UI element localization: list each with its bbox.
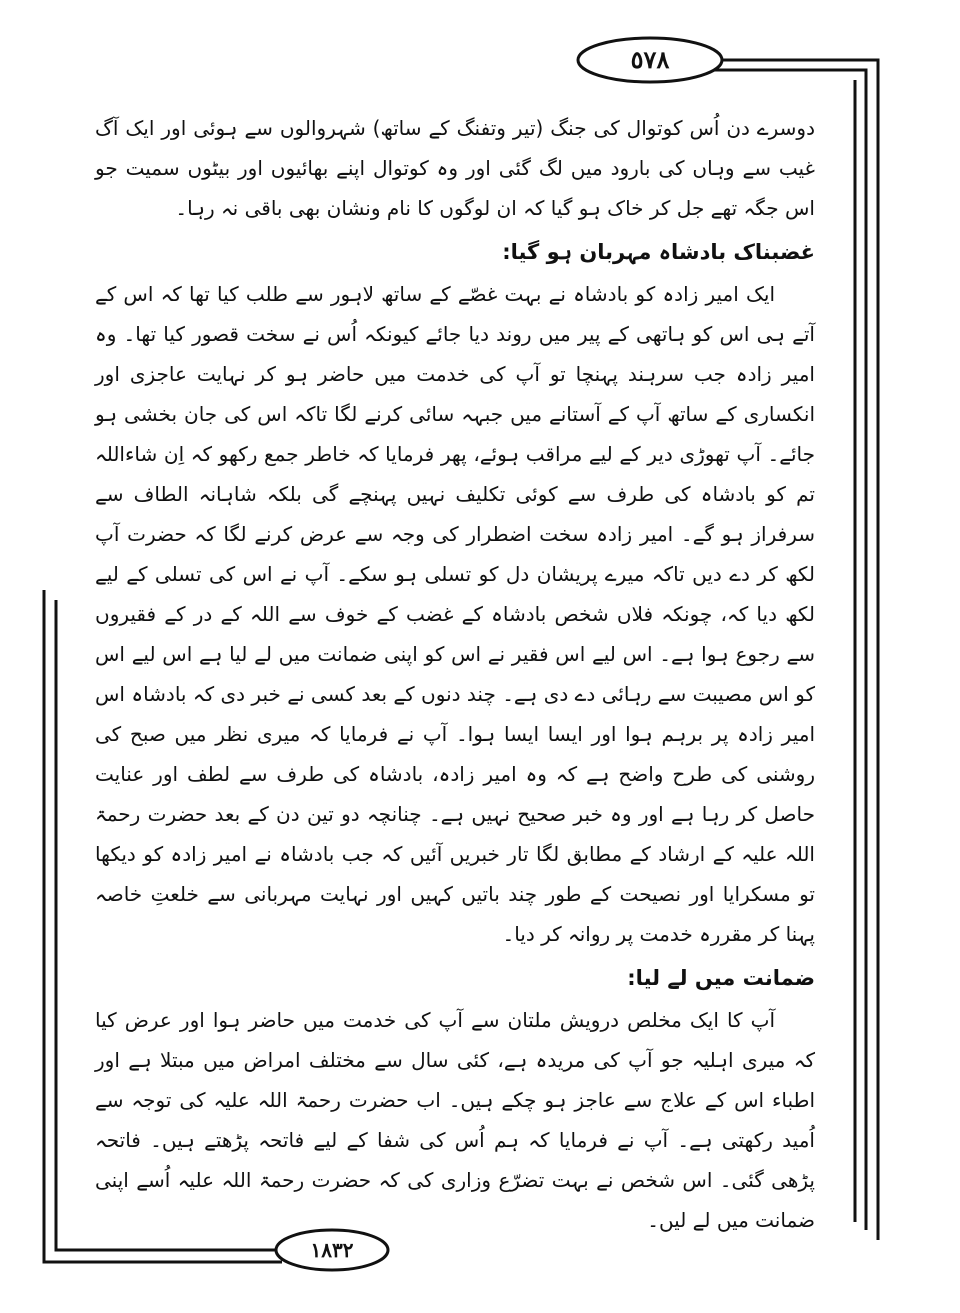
- heading-guarantee: ضمانت میں لے لیا:: [627, 966, 815, 990]
- page-text: [95, 108, 815, 1240]
- heading-king-relents: غضبناک بادشاہ مہربان ہو گیا:: [502, 240, 815, 264]
- header-page-number: ٥٧٨: [630, 45, 670, 74]
- paragraph-amir-zada: ایک امیر زادہ کو بادشاہ نے بہت غصّے کے ساتھ لاہور سے طلب کیا تھا کہ اس کے آتے ہی اس کو ہاتھی کے پیر میں روند دیا جائے کیونکہ اُس نے سخت قصور کیا تھا۔ وہ امیر زادہ جب سرہند پہنچا تو آپ کی خدمت میں حاضر ہو کر نہایت عاجزی اور انکساری کے ساتھ آپ کے آستانے میں جبہہ سائی کرنے لگا تاکہ اس کی جان بخشی ہو جائے۔ آپ تھوڑی دیر کے لیے مراقب ہوئے، پھر فرمایا کہ خاطر جمع رکھو کہ اِن شاءاللہ تم کو بادشاہ کی طرف سے کوئی تکلیف نہیں پہنچے گی بلکہ شاہانہ الطاف سے سرفراز ہو گے۔ امیر زادہ سخت اضطرار کی وجہ سے عرض کرنے لگا کہ حضرت آپ لکھ کر دے دیں تاکہ میرے پریشان دل کو تسلی ہو سکے۔ آپ نے اس کی تسلی کے لیے لکھ دیا کہ، چونکہ فلاں شخص بادشاہ کے غضب کے خوف سے اللہ کے در کے فقیروں سے رجوع ہوا ہے۔ اس لیے اس فقیر نے اس کو اپنی ضمانت میں لے لیا ہے اس لیے اس کو اس مصیبت سے رہائی دے دی ہے۔ چند دنوں کے بعد کسی نے خبر دی کہ بادشاہ اس امیر زادہ پر برہم ہوا اور ایسا ایسا ہوا۔ آپ نے فرمایا کہ میری نظر میں صبح کی روشنی کی طرح واضح ہے کہ وہ امیر زادہ، بادشاہ کی طرف سے لطف اور عنایت حاصل کر رہا ہے اور وہ خبر صحیح نہیں ہے۔ چنانچہ دو تین دن کے بعد حضرت رحمۃ اللہ علیہ کے ارشاد کے مطابق لگا تار خبریں آئیں کہ جب بادشاہ نے امیر زادہ کو دیکھا تو مسکرایا اور نصیحت کے طور چند باتیں کہیں اور نہایت مہربانی سے خلعتِ خاصہ پہنا کر مقررہ خدمت پر روانہ کر دیا۔: [95, 282, 815, 946]
- footer-page-number: ١٨٣٢: [310, 1238, 354, 1262]
- paragraph-kotwal-fire: دوسرے دن اُس کوتوال کی جنگ (تیر وتفنگ کے ساتھ) شہروالوں سے ہوئی اور ایک آگ غیب سے وہاں کی بارود میں لگ گئی اور وہ کوتوال اپنے بھائیوں اور بیٹوں سمیت جو اس جگہ تھے جل کر خاک ہو گیا کہ ان لوگوں کا نام ونشان بھی باقی نہ رہا۔: [95, 116, 815, 220]
- paragraph-multan-dervish: آپ کا ایک مخلص درویش ملتان سے آپ کی خدمت میں حاضر ہوا اور عرض کیا کہ میری اہلیہ جو آپ کی مریدہ ہے، کئی سال سے مختلف امراض میں مبتلا ہے اور اطباء اس کے علاج سے عاجز ہو چکے ہیں۔ اب حضرت رحمۃ اللہ علیہ کی توجہ سے اُمید رکھتی ہے۔ آپ نے فرمایا کہ ہم اُس کی شفا کے لیے فاتحہ پڑھتے ہیں۔ فاتحہ پڑھی گئی۔ اس شخص نے بہت تضرّع وزاری کی کہ حضرت رحمۃ اللہ علیہ اُسے اپنی ضمانت میں لے لیں۔: [95, 1008, 815, 1232]
